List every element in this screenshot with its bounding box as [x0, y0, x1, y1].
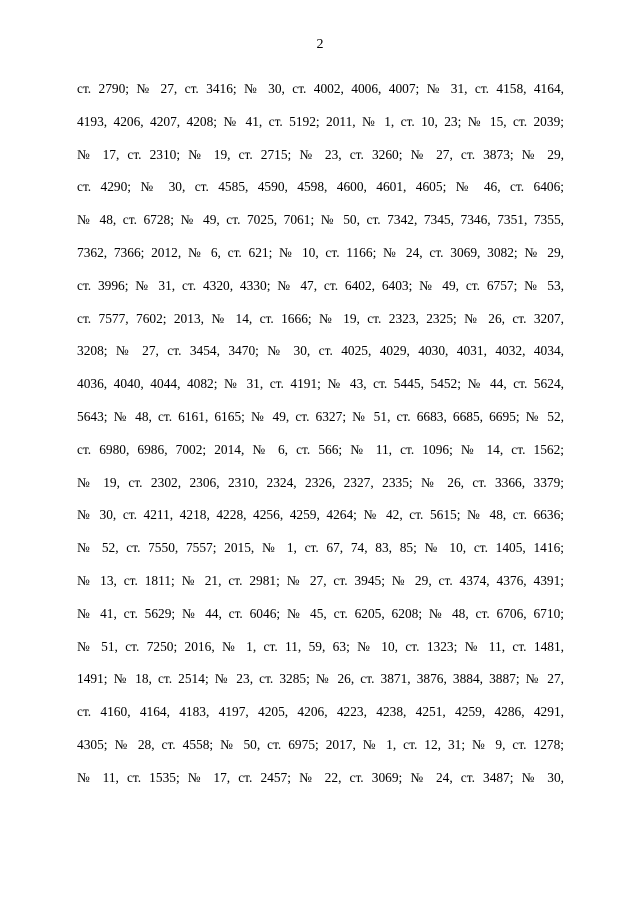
text-line: 5643; № 48, ст. 6161, 6165; № 49, ст. 6327; № 51, ст. 6683, 6685, 6695; № 52,: [77, 408, 564, 424]
page-number: 2: [316, 37, 324, 52]
text-line: ст. 6980, 6986, 7002; 2014, № 6, ст. 566; № 11, ст. 1096; № 14, ст. 1562;: [77, 441, 564, 457]
text-line: № 52, ст. 7550, 7557; 2015, № 1, ст. 67, 74, 83, 85; № 10, ст. 1405, 1416;: [77, 540, 564, 556]
text-line: № 41, ст. 5629; № 44, ст. 6046; № 45, ст. 6205, 6208; № 48, ст. 6706, 6710;: [77, 605, 564, 621]
text-line: № 30, ст. 4211, 4218, 4228, 4256, 4259, 4264; № 42, ст. 5615; № 48, ст. 6636;: [77, 507, 564, 523]
text-line: № 13, ст. 1811; № 21, ст. 2981; № 27, ст. 3945; № 29, ст. 4374, 4376, 4391;: [77, 572, 564, 588]
text-line: ст. 3996; № 31, ст. 4320, 4330; № 47, ст. 6402, 6403; № 49, ст. 6757; № 53,: [77, 277, 564, 293]
text-line: ст. 4290; № 30, ст. 4585, 4590, 4598, 4600, 4601, 4605; № 46, ст. 6406;: [77, 179, 564, 195]
text-line: 4305; № 28, ст. 4558; № 50, ст. 6975; 2017, № 1, ст. 12, 31; № 9, ст. 1278;: [77, 736, 564, 752]
text-line: 4036, 4040, 4044, 4082; № 31, ст. 4191; № 43, ст. 5445, 5452; № 44, ст. 5624,: [77, 376, 564, 392]
text-line: 1491; № 18, ст. 2514; № 23, ст. 3285; № 26, ст. 3871, 3876, 3884, 3887; № 27,: [77, 671, 564, 687]
text-line: ст. 2790; № 27, ст. 3416; № 30, ст. 4002, 4006, 4007; № 31, ст. 4158, 4164,: [77, 81, 564, 96]
body-text: [77, 79, 564, 801]
text-line: 4193, 4206, 4207, 4208; № 41, ст. 5192; 2011, № 1, ст. 10, 23; № 15, ст. 2039;: [77, 113, 564, 129]
text-line: № 51, ст. 7250; 2016, № 1, ст. 11, 59, 63; № 10, ст. 1323; № 11, ст. 1481,: [77, 638, 564, 654]
text-line: ст. 4160, 4164, 4183, 4197, 4205, 4206, 4223, 4238, 4251, 4259, 4286, 4291,: [77, 704, 564, 720]
text-line: ст. 7577, 7602; 2013, № 14, ст. 1666; № 19, ст. 2323, 2325; № 26, ст. 3207,: [77, 310, 564, 326]
text-line: 3208; № 27, ст. 3454, 3470; № 30, ст. 4025, 4029, 4030, 4031, 4032, 4034,: [77, 343, 564, 359]
text-line: № 19, ст. 2302, 2306, 2310, 2324, 2326, 2327, 2335; № 26, ст. 3366, 3379;: [77, 474, 564, 490]
text-line: 7362, 7366; 2012, № 6, ст. 621; № 10, ст. 1166; № 24, ст. 3069, 3082; № 29,: [77, 244, 564, 260]
text-line: № 17, ст. 2310; № 19, ст. 2715; № 23, ст. 3260; № 27, ст. 3873; № 29,: [77, 146, 564, 162]
text-line: № 48, ст. 6728; № 49, ст. 7025, 7061; № 50, ст. 7342, 7345, 7346, 7351, 7355,: [77, 212, 564, 228]
text-line: № 11, ст. 1535; № 17, ст. 2457; № 22, ст. 3069; № 24, ст. 3487; № 30,: [77, 769, 564, 785]
